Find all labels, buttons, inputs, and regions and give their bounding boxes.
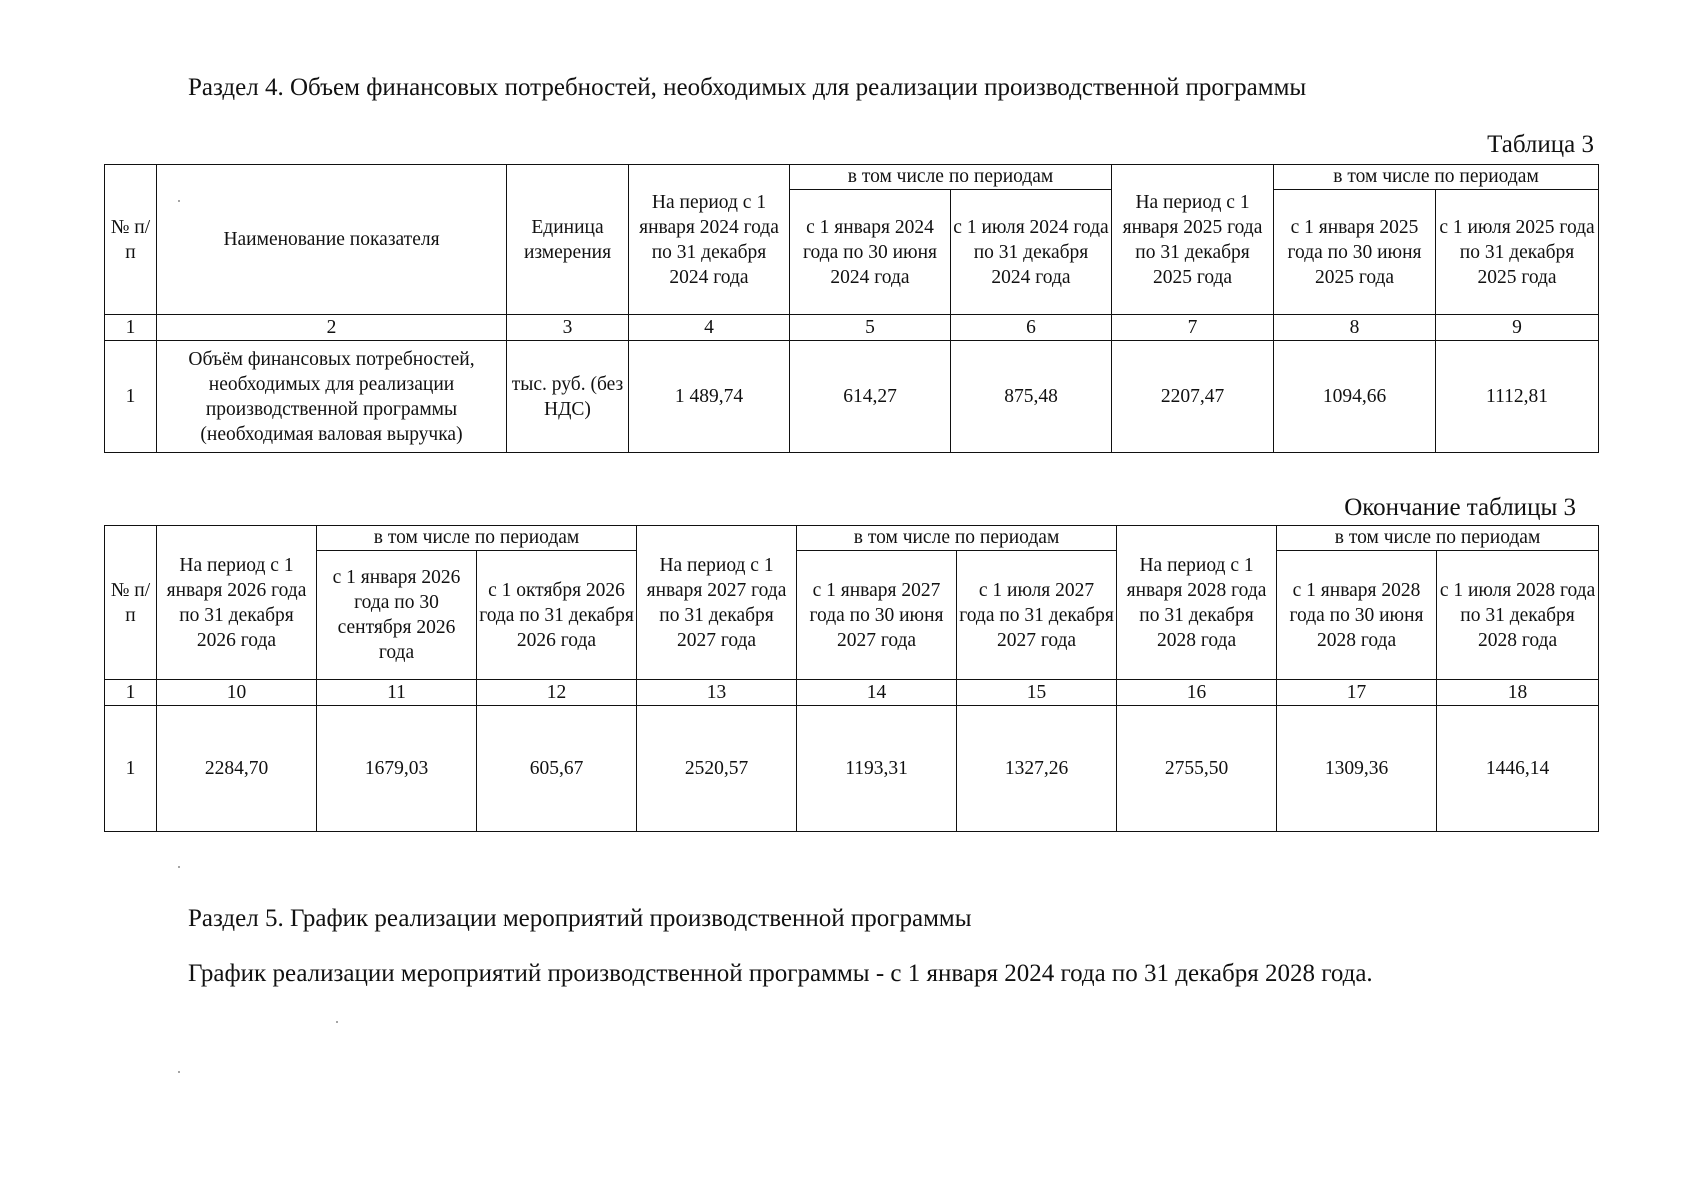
col-number: 4 xyxy=(629,315,790,341)
col-number: 12 xyxy=(477,680,637,706)
value-cell: 2284,70 xyxy=(157,706,317,832)
col-header-h2-2024: с 1 июля 2024 года по 31 декабря 2024 года xyxy=(951,190,1112,315)
col-number: 8 xyxy=(1274,315,1436,341)
col-group-2024: в том числе по периодам xyxy=(790,165,1112,190)
col-number: 13 xyxy=(637,680,797,706)
col-number: 3 xyxy=(507,315,629,341)
col-header-h1-2025: с 1 января 2025 года по 30 июня 2025 года xyxy=(1274,190,1436,315)
col-header-no: № п/п xyxy=(105,526,157,680)
col-number: 11 xyxy=(317,680,477,706)
col-header-h2-2028: с 1 июля 2028 года по 31 декабря 2028 года xyxy=(1437,551,1599,680)
col-header-period-2028: На период с 1 января 2028 года по 31 декабря 2028 года xyxy=(1117,526,1277,680)
col-group-2025: в том числе по периодам xyxy=(1274,165,1599,190)
scan-speck xyxy=(178,200,180,202)
col-header-period-2024: На период с 1 января 2024 года по 31 декабря 2024 года xyxy=(629,165,790,315)
value-cell: 1112,81 xyxy=(1436,341,1599,453)
value-cell: 1309,36 xyxy=(1277,706,1437,832)
col-number: 1 xyxy=(105,680,157,706)
col-header-h1-2024: с 1 января 2024 года по 30 июня 2024 года xyxy=(790,190,951,315)
value-cell: 614,27 xyxy=(790,341,951,453)
value-cell: 2520,57 xyxy=(637,706,797,832)
col-number: 1 xyxy=(105,315,157,341)
col-number: 7 xyxy=(1112,315,1274,341)
col-number: 14 xyxy=(797,680,957,706)
indicator-name: Объём финансовых потребностей, необходимых для реализации производственной программы (необходимая валовая выручка) xyxy=(157,341,507,453)
col-header-name: Наименование показателя xyxy=(157,165,507,315)
value-cell: 1327,26 xyxy=(957,706,1117,832)
table-3 xyxy=(104,164,1599,453)
section-5-text: График реализации мероприятий производственной программы - с 1 января 2024 года по 31 декабря 2028 года. xyxy=(188,960,1373,987)
scan-speck xyxy=(178,1071,180,1073)
table-3-end xyxy=(104,525,1599,832)
row-number: 1 xyxy=(105,706,157,832)
value-cell: 605,67 xyxy=(477,706,637,832)
col-header-period-2025: На период с 1 января 2025 года по 31 декабря 2025 года xyxy=(1112,165,1274,315)
col-header-p1-2026: с 1 января 2026 года по 30 сентября 2026 года xyxy=(317,551,477,680)
value-cell: 875,48 xyxy=(951,341,1112,453)
col-number: 9 xyxy=(1436,315,1599,341)
scan-speck xyxy=(336,1021,338,1023)
col-header-h1-2027: с 1 января 2027 года по 30 июня 2027 года xyxy=(797,551,957,680)
col-header-period-2026: На период с 1 января 2026 года по 31 декабря 2026 года xyxy=(157,526,317,680)
col-header-unit: Единица измерения xyxy=(507,165,629,315)
col-number: 17 xyxy=(1277,680,1437,706)
row-number: 1 xyxy=(105,341,157,453)
value-cell: 2207,47 xyxy=(1112,341,1274,453)
col-number: 5 xyxy=(790,315,951,341)
section-4-title: Раздел 4. Объем финансовых потребностей, необходимых для реализации производственной программы xyxy=(188,74,1307,101)
col-number: 2 xyxy=(157,315,507,341)
col-number: 18 xyxy=(1437,680,1599,706)
scan-speck xyxy=(178,866,180,868)
col-header-p2-2026: с 1 октября 2026 года по 31 декабря 2026 года xyxy=(477,551,637,680)
col-group-2027: в том числе по периодам xyxy=(797,526,1117,551)
col-number: 15 xyxy=(957,680,1117,706)
value-cell: 1193,31 xyxy=(797,706,957,832)
section-5-title: Раздел 5. График реализации мероприятий производственной программы xyxy=(188,905,972,932)
value-cell: 1094,66 xyxy=(1274,341,1436,453)
value-cell: 1 489,74 xyxy=(629,341,790,453)
value-cell: 1446,14 xyxy=(1437,706,1599,832)
table-row xyxy=(105,341,1599,453)
col-header-period-2027: На период с 1 января 2027 года по 31 декабря 2027 года xyxy=(637,526,797,680)
col-number: 10 xyxy=(157,680,317,706)
col-header-h2-2025: с 1 июля 2025 года по 31 декабря 2025 года xyxy=(1436,190,1599,315)
col-group-2026: в том числе по периодам xyxy=(317,526,637,551)
table-3-end-caption: Окончание таблицы 3 xyxy=(1344,494,1576,521)
table-row xyxy=(105,706,1599,832)
value-cell: 1679,03 xyxy=(317,706,477,832)
col-number: 6 xyxy=(951,315,1112,341)
table-3-caption: Таблица 3 xyxy=(1487,131,1594,158)
col-header-no: № п/п xyxy=(105,165,157,315)
col-header-h2-2027: с 1 июля 2027 года по 31 декабря 2027 года xyxy=(957,551,1117,680)
value-cell: 2755,50 xyxy=(1117,706,1277,832)
unit-cell: тыс. руб. (без НДС) xyxy=(507,341,629,453)
col-header-h1-2028: с 1 января 2028 года по 30 июня 2028 года xyxy=(1277,551,1437,680)
col-number: 16 xyxy=(1117,680,1277,706)
col-group-2028: в том числе по периодам xyxy=(1277,526,1599,551)
